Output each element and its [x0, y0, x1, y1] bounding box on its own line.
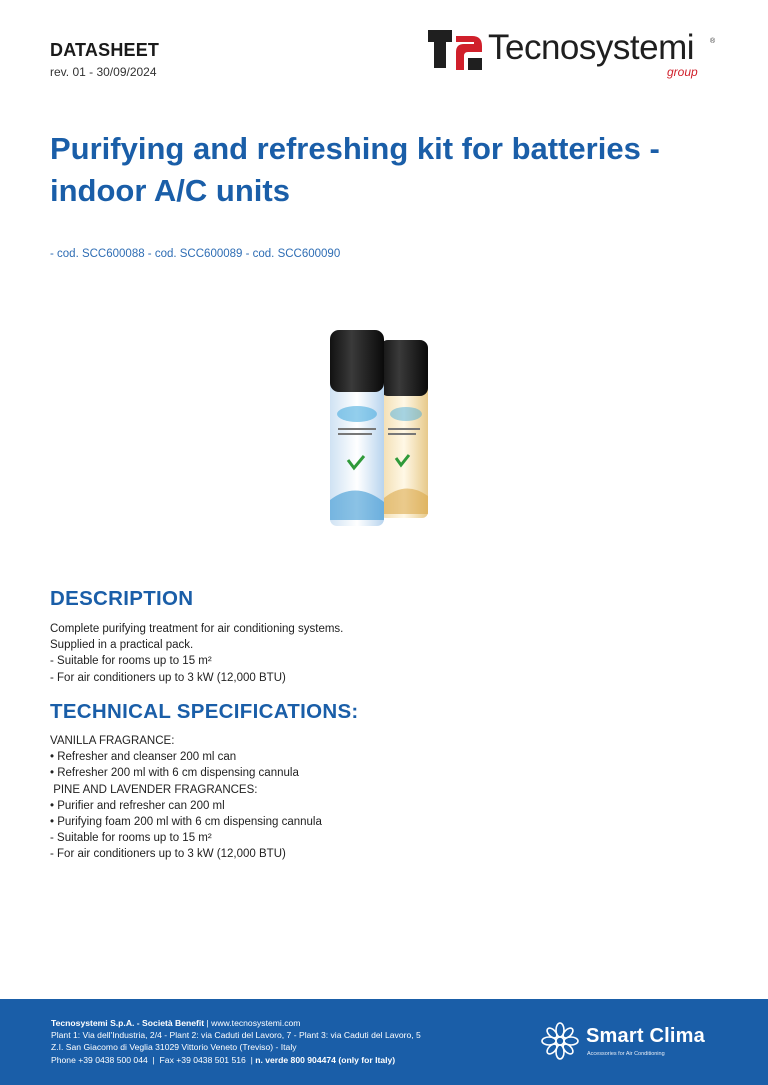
brand-subline: group	[667, 65, 698, 79]
description-body	[50, 621, 343, 686]
spec-line: VANILLA FRAGRANCE:	[50, 735, 175, 747]
company-name: Tecnosystemi S.p.A. - Società Benefit	[51, 1018, 205, 1028]
spec-line: PINE AND LAVENDER FRAGRANCES:	[50, 783, 258, 796]
smart-clima-logo	[540, 1021, 730, 1063]
website-link[interactable]: | www.tecnosystemi.com	[204, 1018, 301, 1028]
footer-line-address: Z.I. San Giacomo di Veglia 31029 Vittorio Veneto (Treviso) - Italy	[51, 1042, 297, 1053]
toll-free-number: n. verde 800 904474 (only for Italy)	[255, 1054, 396, 1065]
description-line: - Suitable for rooms up to 15 m²	[50, 655, 212, 668]
spec-line: • Refresher 200 ml with 6 cm dispensing cannula	[50, 767, 299, 780]
description-line: Supplied in a practical pack.	[50, 639, 194, 652]
revision-label: rev. 01 - 30/09/2024	[50, 65, 157, 79]
footer-line-company	[51, 1017, 421, 1029]
spec-line: - For air conditioners up to 3 kW (12,000 BTU)	[50, 848, 286, 861]
datasheet-header	[50, 40, 159, 79]
footer-line-contacts	[51, 1054, 421, 1066]
smart-clima-flower-icon	[540, 1021, 580, 1061]
spec-line: - Suitable for rooms up to 15 m²	[50, 832, 212, 845]
footer-contact-info	[51, 1017, 421, 1066]
partner-name: Smart Clima	[586, 1025, 705, 1047]
spec-line: • Refresher and cleanser 200 ml can	[50, 751, 237, 764]
phone-fax: Phone +39 0438 500 044 | Fax +39 0438 501 516 |	[51, 1054, 256, 1065]
footer-line-plants: Plant 1: Via dell'Industria, 2/4 - Plant 2: via Caduti del Lavoro, 7 - Plant 3: via Caduti del Lavoro, 5	[51, 1030, 421, 1041]
partner-tagline: Accessories for Air Conditioning	[587, 1051, 665, 1057]
tecnosystemi-logo-mark-icon	[428, 30, 484, 70]
product-image	[326, 330, 436, 530]
title-line-1: Purifying and refreshing kit for batteries -	[50, 131, 660, 166]
doc-type-label: DATASHEET	[50, 40, 160, 60]
spec-line: • Purifying foam 200 ml with 6 cm dispensing cannula	[50, 816, 322, 829]
description-line: Complete purifying treatment for air conditioning systems.	[50, 623, 344, 635]
brand-wordmark: Tecnosystemi	[488, 28, 695, 67]
tecnosystemi-logo	[428, 28, 728, 80]
specs-body	[50, 733, 322, 863]
description-line: - For air conditioners up to 3 kW (12,000 BTU)	[50, 671, 286, 684]
product-codes: - cod. SCC600088 - cod. SCC600089 - cod. SCC600090	[50, 248, 341, 260]
title-line-2: indoor A/C units	[50, 173, 290, 208]
registered-mark: ®	[710, 38, 716, 45]
specs-heading: TECHNICAL SPECIFICATIONS:	[50, 700, 359, 723]
page-title	[50, 128, 730, 212]
spec-line: • Purifier and refresher can 200 ml	[50, 799, 225, 812]
footer	[0, 999, 768, 1085]
description-heading: DESCRIPTION	[50, 587, 194, 610]
